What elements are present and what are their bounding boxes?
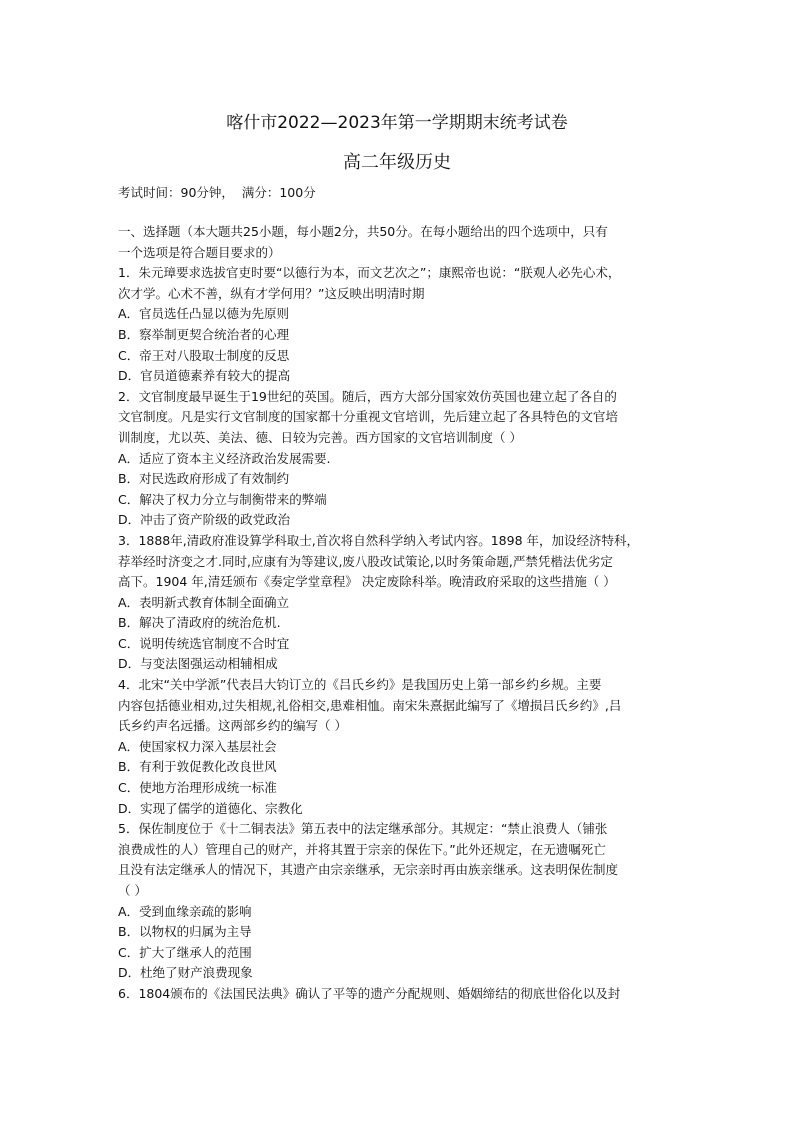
- question-2: [118, 387, 678, 531]
- question-stem-line: 文官制度。凡是实行文官制度的国家都十分重视文官培训，先后建立起了各具特色的文官培: [118, 409, 619, 425]
- exam-body: [118, 222, 678, 1005]
- exam-info: 考试时间：90分钟， 满分：100分: [118, 185, 316, 200]
- question-5: [118, 819, 678, 984]
- option-d: D．实现了儒学的道德化、宗教化: [118, 800, 303, 816]
- section-heading-line: 一、选择题（本大题共25小题，每小题2分，共50分。在每小题给出的四个选项中，只有: [118, 224, 608, 239]
- question-stem-line: 训制度，尤以英、美法、德、日较为完善。西方国家的文官培训制度（ ）: [118, 429, 522, 445]
- option-d: D．官员道德素养有较大的提高: [118, 368, 291, 384]
- exam-title: 喀什市2022—2023年第一学期期末统考试卷: [226, 113, 568, 133]
- question-stem-line: 内容包括德业相劝,过失相规,礼俗相交,患难相恤。南宋朱熹据此编写了《增损吕氏乡约》,吕: [118, 697, 622, 713]
- question-stem-line: 3．1888年,清政府准设算学科取士,首次将自然科学纳入考试内容。1898 年，加设经济特科，: [118, 532, 639, 548]
- option-d: D．与变法图强运动相辅相成: [118, 656, 278, 672]
- question-6: [118, 984, 678, 1005]
- question-stem-line: 次才学。心术不善，纵有才学何用？”这反映出明清时期: [118, 285, 425, 301]
- option-a: A．表明新式教育体制全面确立: [118, 594, 290, 610]
- question-1: [118, 263, 678, 387]
- question-stem-line: 荐举经时济变之才.同时,应康有为等建议,废八股改试策论,以时务策命题,严禁凭楷法优劣定: [118, 553, 613, 569]
- question-stem-line: 6．1804颁布的《法国民法典》确认了平等的遗产分配规则、婚姻缔结的彻底世俗化以及封: [118, 985, 621, 1001]
- option-c: C．帝王对八股取士制度的反思: [118, 347, 290, 363]
- option-a: A．使国家权力深入基层社会: [118, 738, 277, 754]
- section-heading: [118, 222, 678, 263]
- question-4: [118, 675, 678, 819]
- question-stem-line: 且没有法定继承人的情况下，其遗产由宗亲继承，无宗亲时再由族亲继承。这表明保佐制度: [118, 862, 619, 878]
- section-heading-line: 一个选项是符合题目要求的）: [118, 244, 281, 260]
- option-d: D．杜绝了财产浪费现象: [118, 965, 253, 981]
- option-b: B．有利于敦促教化改良世风: [118, 759, 277, 775]
- option-c: C．扩大了继承人的范围: [118, 944, 252, 960]
- question-3: [118, 531, 678, 675]
- option-a: A．官员选任凸显以德为先原则: [118, 306, 290, 322]
- option-d: D．冲击了资产阶级的政党政治: [118, 512, 291, 528]
- option-b: B．解决了清政府的统治危机.: [118, 615, 281, 631]
- question-stem-line: 浪费成性的人）管理自己的财产，并将其置于宗亲的保佐下。”此外还规定，在无遗嘱死亡: [118, 841, 606, 857]
- option-b: B．对民选政府形成了有效制约: [118, 471, 290, 487]
- option-c: C．使地方治理形成统一标准: [118, 780, 277, 796]
- option-c: C．解决了权力分立与制衡带来的弊端: [118, 491, 327, 507]
- question-stem-line: 高下。1904 年,清廷颁布《奏定学堂章程》 决定废除科举。晚清政府采取的这些措施（ ）: [118, 574, 616, 590]
- option-b: B．察举制更契合统治者的心理: [118, 326, 290, 342]
- question-stem-line: （ ）: [118, 883, 147, 898]
- question-stem-line: 5．保佐制度位于《十二铜表法》第五表中的法定继承部分。其规定：“禁止浪费人（铺张: [118, 821, 608, 837]
- option-b: B．以物权的归属为主导: [118, 924, 252, 940]
- question-stem-line: 4．北宋“关中学派”代表吕大钧订立的《吕氏乡约》是我国历史上第一部乡约乡规。主要: [118, 677, 602, 693]
- question-stem-line: 氏乡约声名远播。这两部乡约的编写（ ）: [118, 718, 347, 734]
- option-a: A．受到血缘亲疏的影响: [118, 903, 252, 919]
- question-stem-line: 1．朱元璋要求选拔官吏时要“以德行为本，而文艺次之”；康熙帝也说：“朕观人必先心术，: [118, 265, 621, 281]
- question-stem-line: 2．文官制度最早诞生于19世纪的英国。随后，西方大部分国家效仿英国也建立起了各自的: [118, 388, 617, 404]
- option-a: A．适应了资本主义经济政治发展需要.: [118, 450, 331, 466]
- exam-subtitle: 高二年级历史: [343, 152, 451, 173]
- option-c: C．说明传统选官制度不合时宜: [118, 635, 290, 651]
